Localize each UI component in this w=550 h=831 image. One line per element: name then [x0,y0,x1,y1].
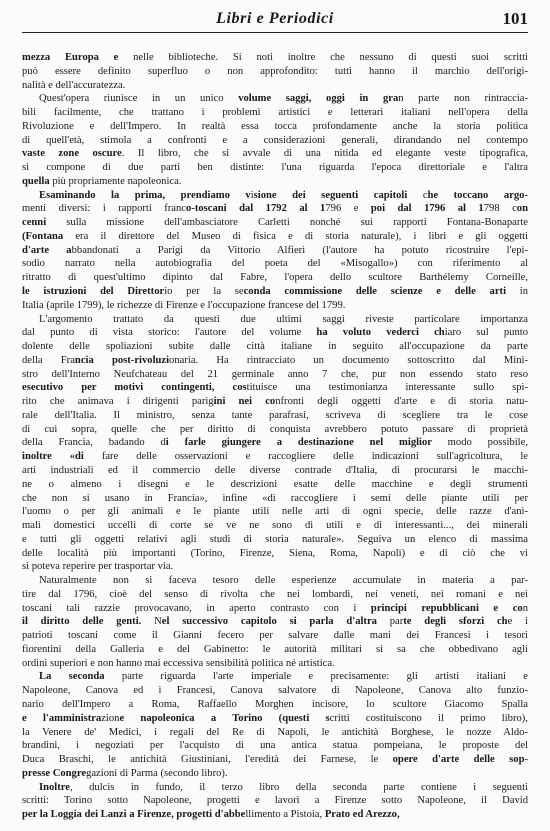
text-line: (Fontana era il direttore del Museo di fisica e di storia naturale), i libri e gli oggetti [22,230,528,242]
text-line: inoltre «di fare delle osservazioni e raccogliere delle indicazioni sull'agricoltura, le [22,451,528,463]
text-line: di cui sopra, quelle che per diritto di conquista avrebbero potuto passare di proprietà [22,423,528,435]
text-line: quella più propriamente napoleonica. [22,175,182,187]
text-line: La seconda parte riguarda l'arte imperiale e precisamente: gli artisti italiani e [39,671,528,683]
text-line: rale dell'Italia. Il ministro, senza tante parafrasi, scriveva di scegliere tra le cose [22,409,528,421]
text-line: delle località più importanti (Torino, Firenze, Siena, Roma, Napoli) e di ciò che vi [22,547,528,559]
text-line: che non si usano in Francia», infine «di raccogliere i semi delle piante utili per [22,492,528,504]
text-line: e tutti gli oggetti relativi agli studi di storia naturale». Seguiva un elenco di massima [22,533,528,545]
text-line: dolente delle spoliazioni subite dalle città italiane in seguito all'occupazione da parte [22,341,528,353]
text-line: tire dal 1796, cioè del senso di rivolta che nei lombardi, nei veneti, nei romani e nei [22,588,528,600]
text-line: scritti: Torino sotto Napoleone, progetti e lavori a Firenze sotto Napoleone, il David [22,795,528,807]
text-line: per la Loggia dei Lanzi a Firenze, progetti d'abbellimento a Pistoia, Prato ed Arezzo, [22,809,400,821]
paragraph-3 [22,189,528,313]
text-line: mezza Europa e nelle biblioteche. Si noti inoltre che nessuno di questi suoi scritti [22,52,528,63]
text-line: cenni sulla missione dell'ambasciatore Carletti nonché sui rapporti Fontana-Bonaparte [22,217,528,229]
paragraph-6 [22,670,528,780]
paragraph-7 [22,781,528,822]
text-line: può essere definito superfluo o non approfondito: tutti hanno il marchio dell'origi- [22,65,528,77]
text-line: stro dell'Interno Neufchateau del 21 germinale anno 7 che, pur non essendo stato reso [22,368,528,380]
text-line: ne o almeno i disegni e le descrizioni esatte delle macchine e degli strumenti [22,478,528,490]
text-line: l'uomo o per gli animali e le piante utili nelle arti di ogni specie, delle razze d'ani- [22,506,528,518]
text-line: la Venere de' Medici, i regali del Re di Napoli, le antichità Borghese, le nozze Aldo- [22,726,528,738]
paragraph-4 [22,313,528,575]
text-line: ordini superiori e non hanno mai eccessiva sensibilità politica né artistica. [22,657,335,669]
text-line: nalità e dell'accuratezza. [22,79,126,91]
text-line: Esaminando la prima, prendiamo visione dei seguenti capitoli che toccano argo- [39,189,528,201]
paragraph-1 [22,51,528,92]
text-line: Rivoluzione e dell'Impero. In realtà essa tocca profondamente anche la storia politica [22,120,528,132]
text-line: le istruzioni del Direttorio per la seconda commissione delle scienze e delle arti in [22,286,528,298]
text-line: toscani tali razzie provocavano, in aperto contrasto con i principi repubblicani e con [22,602,528,614]
text-line: esecutivo per motivi contingenti, costituisce una testimonianza interessante sullo spi- [22,382,528,394]
text-line: si poteva reperire per trasportar via. [22,561,174,573]
text-line: L'argomento trattato da questi due ultimi saggi riveste particolare importanza [39,313,528,325]
text-line: bili facilmente, che trattano i problemi artistici e letterari italiani nell'opera della [22,107,528,119]
text-line: Napoleone, Canova ed i Francesi, Canova salvatore di Napoleone, Canova alto funzio- [22,685,528,697]
text-line: presse Congregazioni di Parma (secondo libro). [22,767,228,779]
text-line: rito che animava i dirigenti parigini nei confronti degli oggetti d'arte e di storia natu- [22,396,528,408]
text-line: sodio narrato nella autobiografia del poeta del «Misogallo») con riferimento al [22,258,528,270]
text-line: Quest'opera riunisce in un unico volume saggi, oggi in gran parte non rintraccia- [39,93,528,105]
text-line: si compone di due parti ben distinte: l'una riguarda l'epoca direttoriale e l'altra [22,162,528,174]
text-line: patrioti toscani come il Gianni fecero per salvare dalle mani dei Francesi i tesori [22,630,528,642]
text-line: d'arte abbandonati a Parigi da Vittorio Alfieri (l'autore ha potuto ricostruire l'epi- [22,244,528,256]
text-line: e l'amministrazione napoleonica a Torino (questi scritti costituiscono il primo libro), [22,712,528,724]
paragraph-5 [22,574,528,670]
running-header [22,8,528,32]
running-title: Libri e Periodici [216,10,334,27]
text-line: Naturalmente non si faceva tesoro delle esperienze accumulate in materia a par- [39,575,528,587]
text-line: della Francia post-rivoluzionaria. Ha rintracciato un documento sottoscritto dal Mini- [22,354,528,366]
text-line: della Francia, badando di farle giungere a destinazione nel miglior modo possibile, [22,437,528,449]
page-number: 101 [502,9,528,28]
text-line: ritratto di quest'ultimo dipinto dal Fabre, l'opera dello scultore Barthélemy Corneille, [22,272,528,284]
text-line: fiorentini della Galleria e del Gabinetto: le autorità militari si sa che obbedivano agli [22,643,528,655]
paragraph-2 [22,92,528,188]
text-line: il diritto delle genti. Nel successivo capitolo si parla d'altra parte degli sforzi che i [22,616,528,628]
text-line: arti industriali ed il commercio delle diverse contrade d'Italia, di procurarsi le macchi- [22,464,528,476]
text-line: brandini, i negoziati per l'acquisto di una antica statua pompeiana, le proposte del [22,740,528,752]
text-line: dal punto di vista storico: l'autore del volume ha voluto vederci chiaro sul punto [22,327,528,339]
text-line: Inoltre, dulcis in fundo, il terzo libro della seconda parte contiene i seguenti [39,781,528,793]
text-line: di quell'età, stimola a confronti e a considerazioni generali, dirandando nel contempo [22,134,528,146]
text-line: mali domestici uccelli di corte se ve ne sono di utili e di interessanti..., dei minerali [22,520,528,532]
text-line: menti diversi: i rapporti franco-toscani dal 1792 al 1796 e poi dal 1796 al 1798 con [22,203,528,215]
text-line: Italia (aprile 1799), le richezze di Firenze e l'occupazione francese del 1799. [22,299,346,311]
text-body [22,51,528,831]
text-line: vaste zone oscure. Il libro, che si avvale di una nitida ed elegante veste tipografica, [22,148,528,160]
text-line: Duca Braschi, le antichità Giustiniani, l'eredità dei Farnese, le opere d'arte delle sop- [22,754,528,766]
header-rule [22,32,528,33]
text-line: nario dell'Impero a Roma, Raffaello Morghen incisore, lo scultore Giacomo Spalla [22,698,528,710]
